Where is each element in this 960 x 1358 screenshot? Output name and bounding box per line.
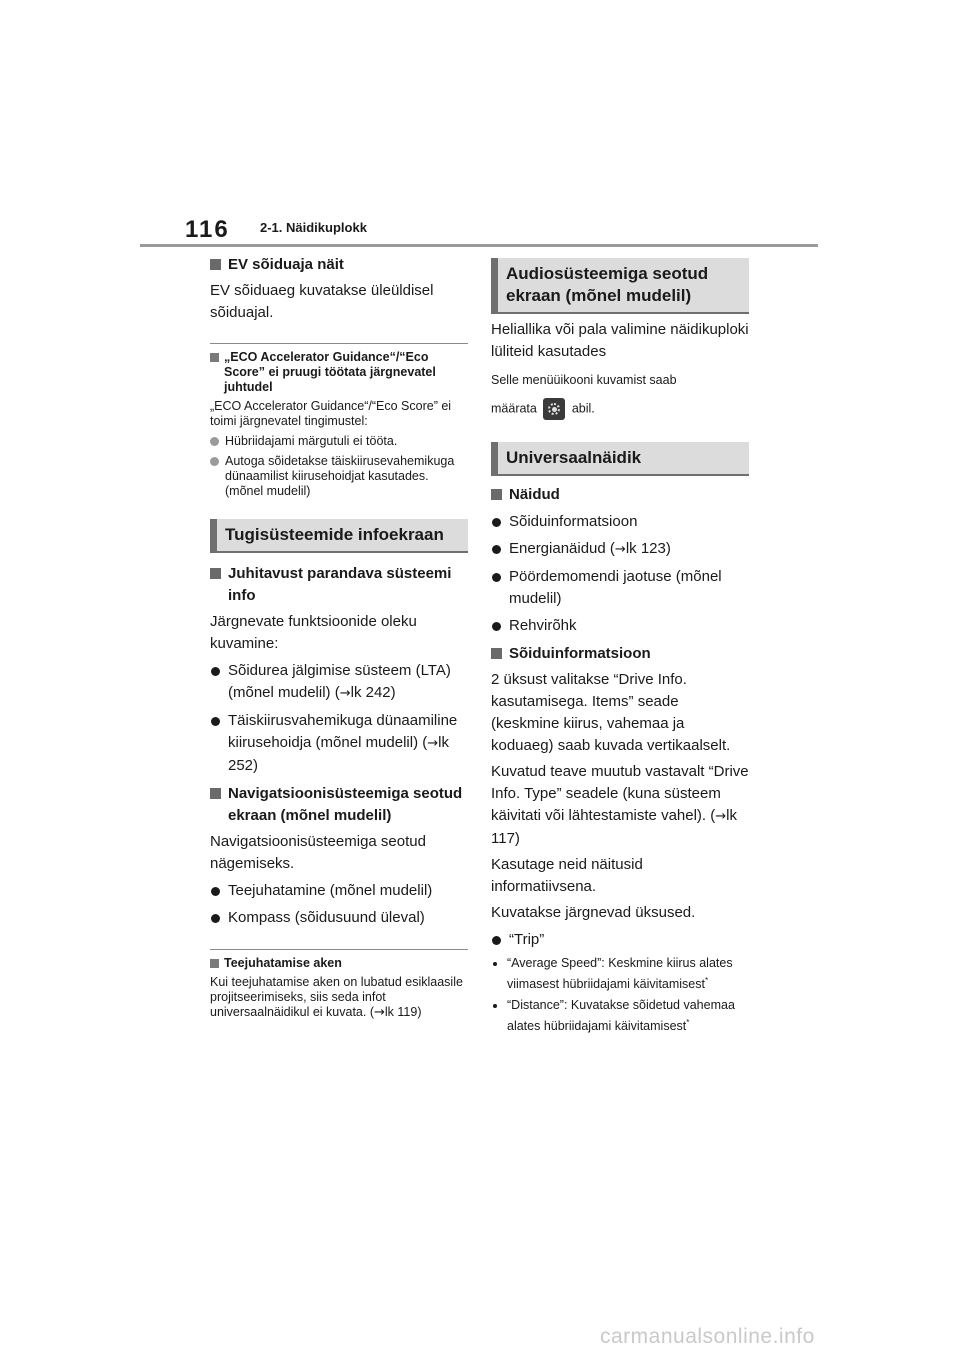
bullet-dot-icon [492, 622, 501, 631]
bullet-dot-icon [211, 667, 220, 676]
sidu-paragraph-4: Kuvatakse järgnevad üksused. [491, 904, 696, 921]
arrow-right-icon: → [373, 1005, 385, 1020]
list-item: Autoga sõidetakse täiskiirusevahemikuga dünaamilist kiirusehoidjat kasutades. (mõnel mudelil) [210, 454, 468, 499]
list-item: Sõiduinformatsioon [491, 511, 749, 533]
bullet-dot-icon [211, 887, 220, 896]
eco-note [210, 350, 468, 499]
bullet-dot-icon [492, 936, 501, 945]
list-item: Energianäidud (→lk 123) [491, 538, 749, 561]
eco-note-heading: „ECO Accelerator Guidance“/“Eco Score” ei pruugi töötata järgnevatel juhtudel [210, 350, 468, 395]
bullet-dot-icon [492, 545, 501, 554]
square-bullet-icon [491, 648, 502, 659]
audio-small-text-2: määrata abil. [491, 398, 749, 420]
left-column [210, 252, 468, 1020]
sidu-paragraph-1: 2 üksust valitakse “Drive Info. kasutamisega. Items” seade (keskmine kiirus, vahemaa ja koduaeg) saab kuvada vertikaalselt. [491, 671, 731, 754]
list-item: “Distance”: Kuvatakse sõidetud vahemaa alates hübriidajami käivitamisest* [491, 996, 749, 1035]
square-bullet-icon [210, 568, 221, 579]
arrow-right-icon: → [614, 542, 626, 557]
universal-section-header: Universaalnäidik [491, 442, 749, 476]
note-divider [210, 949, 468, 950]
teejuhatamine-note [210, 956, 468, 1020]
page-reference[interactable]: lk 119) [384, 1005, 422, 1019]
audio-text: Heliallika või pala valimine näidikuploki lüliteid kasutades [491, 321, 749, 360]
header-divider [140, 244, 818, 247]
arrow-right-icon: → [427, 736, 439, 751]
ev-heading: EV sõiduaja näit [210, 254, 468, 276]
bullet-dot-icon [492, 518, 501, 527]
list-item: Sõidurea jälgimise süsteem (LTA) (mõnel mudelil) (→lk 242) [210, 660, 468, 705]
driving-heading: Juhitavust parandava süsteemi info [210, 563, 468, 607]
list-item: Teejuhatamine (mõnel mudelil) [210, 880, 468, 902]
square-bullet-icon [210, 959, 219, 968]
ev-text: EV sõiduaeg kuvatakse üleüldisel sõiduajal. [210, 282, 434, 321]
gear-icon [543, 398, 565, 420]
page-reference[interactable]: lk 117) [491, 807, 738, 847]
square-bullet-icon [491, 489, 502, 500]
list-item: Täiskiirusvahemikuga dünaamiline kiirusehoidja (mõnel mudelil) (→lk 252) [210, 710, 468, 777]
teejuhatamine-heading: Teejuhatamise aken [210, 956, 468, 971]
square-bullet-icon [210, 259, 221, 270]
page-reference[interactable]: lk 242) [350, 684, 396, 701]
square-bullet-icon [210, 788, 221, 799]
sidu-paragraph-3: Kasutage neid näitusid informatiivsena. [491, 856, 643, 895]
audio-small-text: Selle menüüikooni kuvamist saab [491, 373, 677, 387]
bullet-dot-icon [493, 1004, 497, 1008]
list-item: Kompass (sõidusuund üleval) [210, 907, 468, 929]
circle-bullet-icon [210, 437, 219, 446]
note-divider [210, 343, 468, 344]
naidud-heading: Näidud [491, 484, 749, 506]
bullet-dot-icon [492, 573, 501, 582]
teejuhatamine-text: Kui teejuhatamise aken on lubatud esiklaasile projitseerimiseks, siis seda infot universaalnäidikul ei kuvata. (→lk 119) [210, 975, 463, 1020]
list-item: Pöördemomendi jaotuse (mõnel mudelil) [491, 566, 749, 610]
list-item: “Trip” [491, 929, 749, 951]
sidu-paragraph-2: Kuvatud teave muutub vastavalt “Drive Info. Type” seadele (kuna süsteem käivitati või lähtestamiste vahel). (→lk 117) [491, 763, 749, 847]
arrow-right-icon: → [339, 686, 351, 701]
list-item: “Average Speed”: Keskmine kiirus alates viimasest hübriidajami käivitamisest* [491, 954, 749, 993]
nav-heading: Navigatsioonisüsteemiga seotud ekraan (mõnel mudelil) [210, 783, 468, 827]
audio-section-header: Audiosüsteemiga seotud ekraan (mõnel mudelil) [491, 258, 749, 314]
watermark: carmanualsonline.info [600, 1325, 815, 1348]
page-number: 116 [185, 216, 230, 243]
section-title: 2-1. Näidikuplokk [260, 220, 367, 235]
support-section-header: Tugisüsteemide infoekraan [210, 519, 468, 553]
nav-text: Navigatsioonisüsteemiga seotud nägemiseks. [210, 833, 426, 872]
square-bullet-icon [210, 353, 219, 362]
list-item: Hübriidajami märgutuli ei tööta. [210, 434, 468, 449]
list-item: Rehvirõhk [491, 615, 749, 637]
bullet-dot-icon [211, 717, 220, 726]
page-reference[interactable]: lk 123) [625, 540, 671, 557]
page-reference[interactable]: lk 252) [228, 734, 449, 774]
arrow-right-icon: → [715, 809, 727, 824]
bullet-dot-icon [493, 962, 497, 966]
bullet-dot-icon [211, 914, 220, 923]
sidu-heading: Sõiduinformatsioon [491, 643, 749, 665]
circle-bullet-icon [210, 457, 219, 466]
driving-text: Järgnevate funktsioonide oleku kuvamine: [210, 613, 417, 652]
eco-note-text: „ECO Accelerator Guidance“/“Eco Score” ei toimi järgnevatel tingimustel: [210, 399, 452, 428]
right-column [491, 258, 749, 1035]
